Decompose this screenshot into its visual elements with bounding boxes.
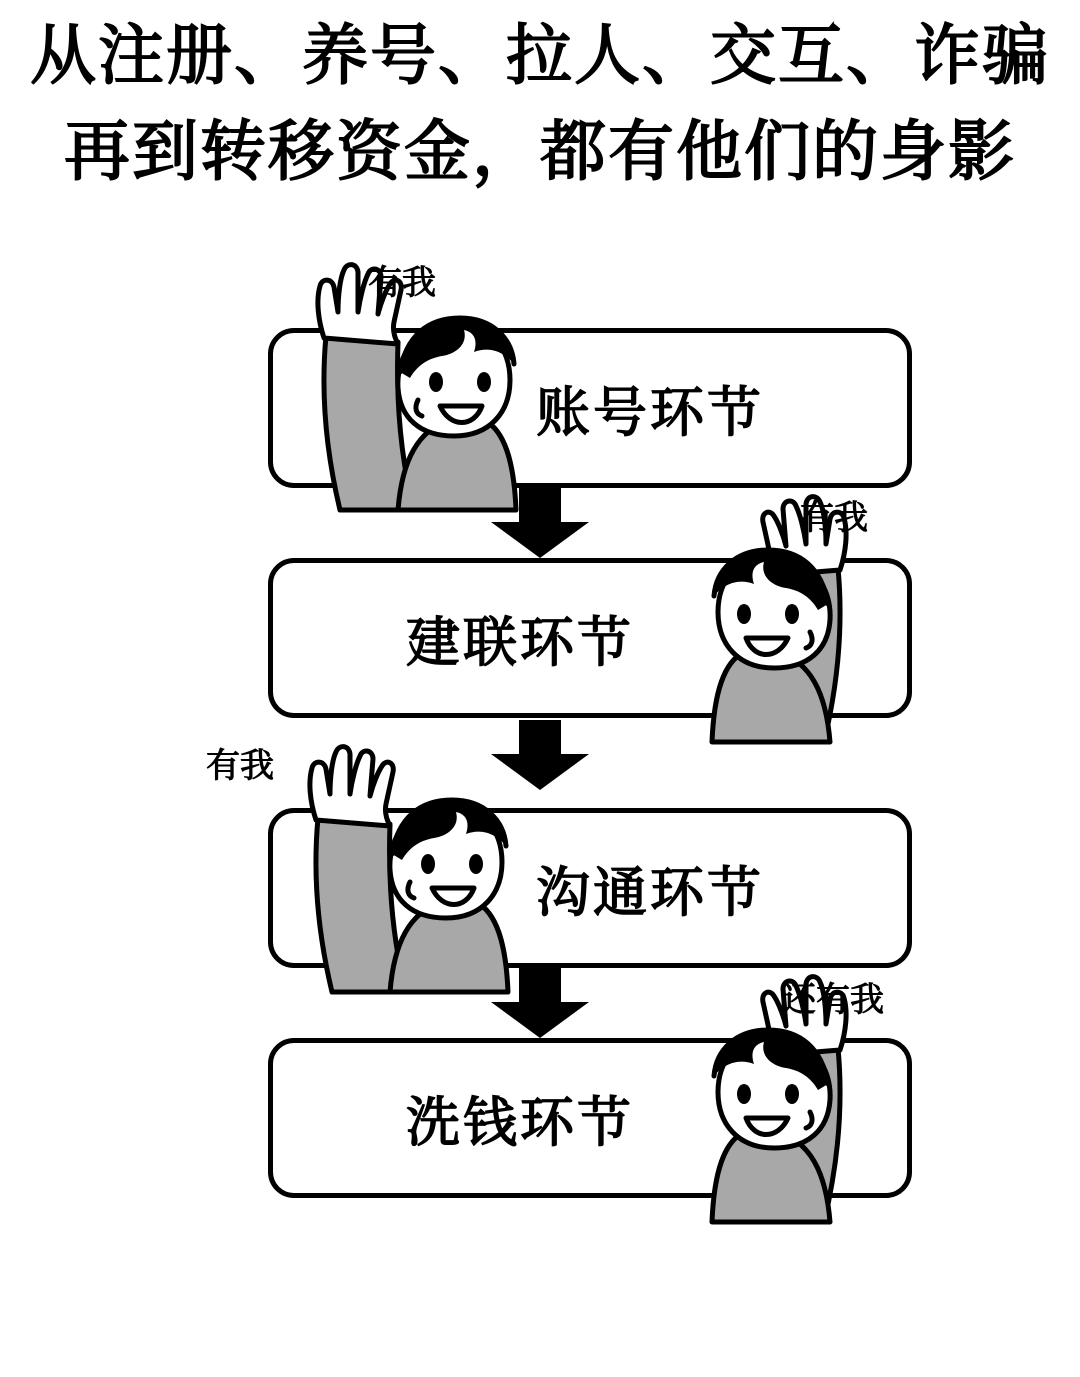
flow-step-4-label: 洗钱环节 xyxy=(406,1090,634,1154)
shout-label-2: 有我 xyxy=(800,498,868,538)
raised-hand-person-icon-3 xyxy=(270,742,520,1032)
shout-label-1: 有我 xyxy=(368,263,436,303)
shout-label-3: 有我 xyxy=(206,746,274,786)
flow-step-2-label: 建联环节 xyxy=(406,610,634,674)
page-title-line-1: 从注册、养号、拉人、交互、诈骗 xyxy=(30,17,1050,94)
page-title xyxy=(0,8,1080,200)
shout-label-4: 还有我 xyxy=(782,980,884,1020)
page-title-line-2: 再到转移资金，都有他们的身影 xyxy=(64,113,1016,190)
flow-step-3-label: 沟通环节 xyxy=(536,860,764,924)
flow-step-1-label: 账号环节 xyxy=(536,380,764,444)
